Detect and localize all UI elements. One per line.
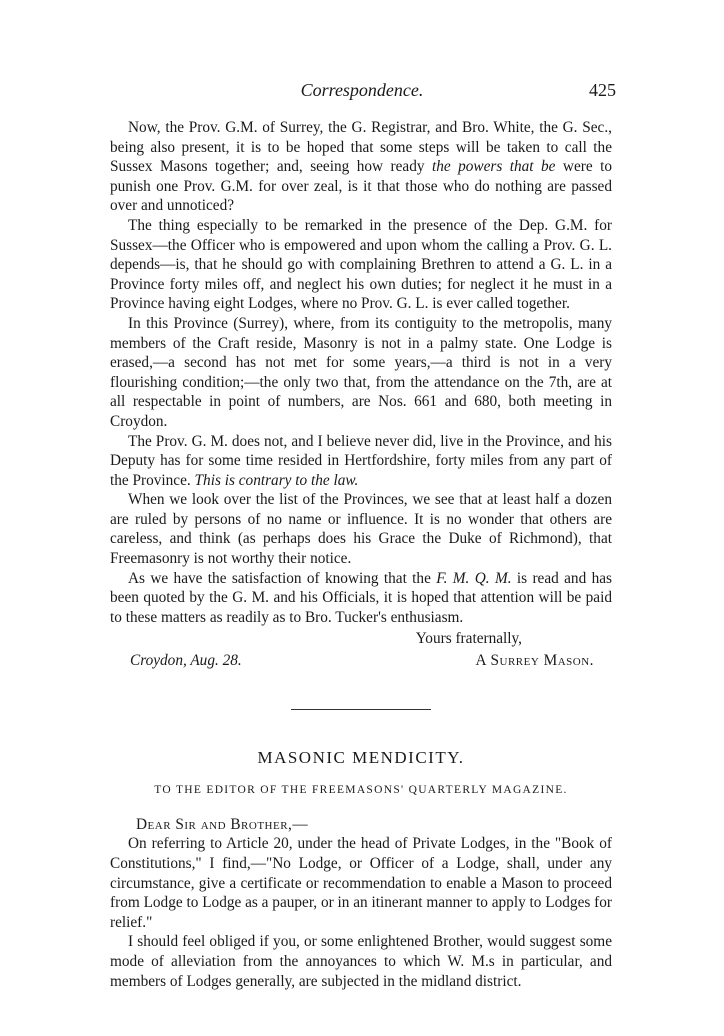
page-number: 425: [589, 80, 616, 100]
emphasis-powers: the powers that be: [431, 158, 556, 176]
letter1-paragraph-4: The Prov. G. M. does not, and I believe never did, live in the Province, and his Deputy has for some time resided in Hertfordshire, forty miles from any part of the Province. This is contrary to the law.: [110, 432, 612, 489]
signature-row: [110, 651, 612, 671]
letter1-closing: [110, 629, 612, 670]
letter2-paragraph-2: I should feel obliged if you, or some enlightened Brother, would suggest some mode of alleviation from the annoyances to which W. M.s in particular, and members of Lodges generally, are subjected in the midland district.: [110, 933, 612, 990]
section-title: MASONIC MENDICITY.: [257, 747, 465, 767]
signature: A Surrey Mason.: [475, 652, 594, 670]
closing-salutation: Yours fraternally,: [415, 630, 522, 648]
letter1-paragraph-3: In this Province (Surrey), where, from its contiguity to the metropolis, many members of the Craft reside, Masonry is not in a palmy state. One Lodge is erased,—a second has not met for some years,—a third is not in a very flourishing condition;—the only two that, from the attendance on the 7th, are at all respectable in point of numbers, are Nos. 661 and 680, both meeting in Croydon.: [110, 314, 612, 430]
page-header: [0, 80, 724, 104]
emphasis-law: This is contrary to the law.: [194, 471, 359, 489]
letter1-paragraph-6: As we have the satisfaction of knowing that the F. M. Q. M. is read and has been quoted by the G. M. and his Officials, it is hoped that attention will be paid to these matters as readily as to Bro. Tucker's enthusiasm.: [110, 569, 612, 626]
emphasis-fmqm: F. M. Q. M.: [436, 569, 512, 587]
addressee-line: TO THE EDITOR OF THE FREEMASONS' QUARTERLY MAGAZINE.: [154, 784, 568, 797]
letter1-paragraph-2: The thing especially to be remarked in the presence of the Dep. G.M. for Sussex—the Officer who is empowered and upon whom the calling a Prov. G. L. depends—is, that he should go with complaining Brethren to attend a G. L. in a Province forty miles off, and neglect his own duties; for neglect it he must in a Province having eight Lodges, where no Prov. G. L. is ever called together.: [110, 216, 612, 313]
letter1-paragraph-1: Now, the Prov. G.M. of Surrey, the G. Registrar, and Bro. White, the G. Sec., being also present, it is to be hoped that some steps will be taken to call the Sussex Masons together; and, seeing how ready the powers that be were to punish one Prov. G.M. for over zeal, is it that those who do nothing are passed over and unnoticed?: [110, 119, 612, 215]
page-body: [110, 118, 612, 991]
salutation: Dear Sir and Brother,—: [136, 815, 309, 833]
section-divider: [291, 709, 431, 710]
letter1-paragraph-5: When we look over the list of the Provinces, we see that at least half a dozen are ruled by persons of no name or influence. It is no wonder that others are careless, and think (as perhaps does his Grace the Duke of Richmond), that Freemasonry is not worthy their notice.: [110, 491, 612, 568]
place-date: Croydon, Aug. 28.: [130, 652, 242, 670]
letter2-paragraph-1: On referring to Article 20, under the head of Private Lodges, in the "Book of Constitutions," I find,—"No Lodge, or Officer of a Lodge, shall, under any circumstance, give a certificate or recommendation to enable a Mason to proceed from Lodge to Lodge as a pauper, or in an itinerant manner to apply to Lodges for relief.": [110, 835, 612, 931]
running-title: Correspondence.: [300, 80, 424, 100]
